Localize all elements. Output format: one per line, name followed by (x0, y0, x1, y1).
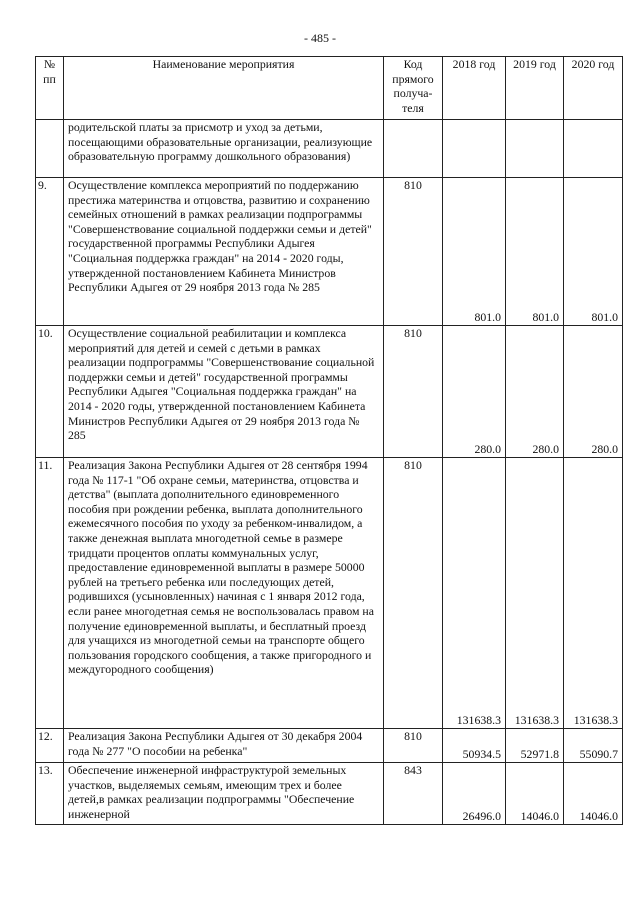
row-num: 13. (36, 763, 64, 825)
row-num (36, 120, 64, 178)
table-row (36, 763, 623, 825)
page-number: - 485 - (304, 31, 336, 45)
row-value-2018: 26496.0 (443, 763, 506, 825)
row-value-2020: 131638.3 (564, 458, 623, 729)
row-value-2019 (506, 120, 564, 178)
row-value-2019: 280.0 (506, 326, 564, 458)
row-value-2019: 14046.0 (506, 763, 564, 825)
measures-table (35, 56, 623, 825)
row-name: Осуществление комплекса мероприятий по поддержанию престижа материнства и отцовства, развитию и сохранению семейных отношений в рамках реализации подпрограммы "Совершенствование социальной поддержки семьи и детей" государственной программы Республики Адыгея "Социальная поддержка граждан" на 2014 - 2020 годы, утвержденной постановлением Кабинета Министров Республики Адыгея от 29 ноября 2013 года № 285 (64, 178, 384, 326)
row-code: 810 (384, 458, 443, 729)
row-value-2018 (443, 120, 506, 178)
header-code: Код прямого получа- теля (384, 57, 443, 120)
row-num: 9. (36, 178, 64, 326)
row-value-2020: 55090.7 (564, 729, 623, 763)
row-code (384, 120, 443, 178)
table-row (36, 729, 623, 763)
row-value-2018: 50934.5 (443, 729, 506, 763)
row-name: Обеспечение инженерной инфраструктурой земельных участков, выделяемых семьям, имеющим трех и более детей,в рамках реализации подпрограммы "Обеспечение инженерной (64, 763, 384, 825)
row-value-2020 (564, 120, 623, 178)
row-code: 810 (384, 729, 443, 763)
header-year-2019: 2019 год (506, 57, 564, 120)
table-row (36, 120, 623, 178)
row-value-2019: 131638.3 (506, 458, 564, 729)
header-year-2018: 2018 год (443, 57, 506, 120)
row-value-2020: 801.0 (564, 178, 623, 326)
row-code: 843 (384, 763, 443, 825)
row-code: 810 (384, 326, 443, 458)
row-value-2019: 801.0 (506, 178, 564, 326)
row-value-2018: 131638.3 (443, 458, 506, 729)
row-num: 12. (36, 729, 64, 763)
table-row (36, 178, 623, 326)
header-num: № пп (36, 57, 64, 120)
row-name: родительской платы за присмотр и уход за детьми, посещающими образовательные организации, реализующие образовательную программу дошкольного образования) (64, 120, 384, 178)
row-code: 810 (384, 178, 443, 326)
row-name: Реализация Закона Республики Адыгея от 30 декабря 2004 года № 277 "О пособии на ребенка" (64, 729, 384, 763)
table-header-row (36, 57, 623, 120)
row-name: Реализация Закона Республики Адыгея от 28 сентября 1994 года № 117-1 "Об охране семьи, материнства, отцовства и детства" (выплата дополнительного единовременного пособия при рождении ребенка, выплата дополнительного ежемесячного пособия по уходу за ребенком-инвалидом, а также денежная выплата многодетной семье в размере тридцати процентов оплаты коммунальных услуг, предоставление единовременной выплаты в размере 50000 рублей на третьего ребенка или последующих детей, родившихся (усыновленных) начиная с 1 января 2012 года, если ранее многодетная семья не воспользовалась правом на получение единовременной выплаты, и бесплатный проезд для учащихся из многодетной семьи на транспорте общего пользования городского сообщения, а также пригородного и междугородного сообщения) (64, 458, 384, 729)
row-name: Осуществление социальной реабилитации и комплекса мероприятий для детей и семей с детьми в рамках реализации подпрограммы "Совершенствование социальной поддержки семьи и детей" государственной программы Республики Адыгея "Социальная поддержка граждан" на 2014 - 2020 годы, утвержденной постановлением Кабинета Министров Республики Адыгея от 29 ноября 2013 года № 285 (64, 326, 384, 458)
table-row (36, 326, 623, 458)
row-value-2019: 52971.8 (506, 729, 564, 763)
table-row (36, 458, 623, 729)
row-value-2018: 801.0 (443, 178, 506, 326)
header-year-2020: 2020 год (564, 57, 623, 120)
row-num: 10. (36, 326, 64, 458)
row-value-2020: 14046.0 (564, 763, 623, 825)
row-value-2018: 280.0 (443, 326, 506, 458)
row-num: 11. (36, 458, 64, 729)
row-value-2020: 280.0 (564, 326, 623, 458)
header-name: Наименование мероприятия (64, 57, 384, 120)
